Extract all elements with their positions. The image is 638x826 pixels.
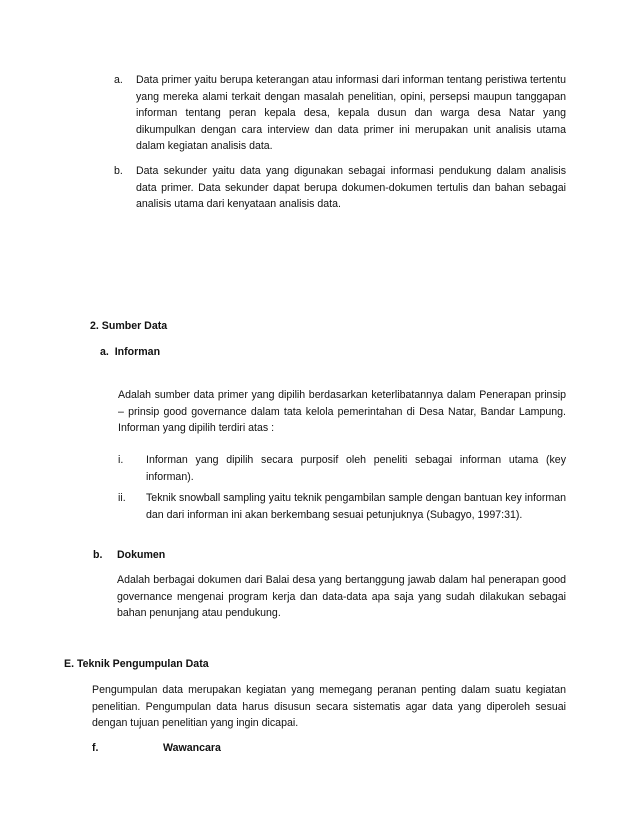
list-marker: b. (114, 165, 123, 177)
list-item-text: Teknik snowball sampling yaitu teknik pengambilan sample dengan bantuan key informan dan dari informan ini akan berkembang sesuai petunjuknya (Subagyo, 1997:31). (146, 492, 566, 521)
list-item-text: Informan yang dipilih secara purposif oleh peneliti sebagai informan utama (key informan). (146, 454, 566, 483)
wawancara-marker: f. (92, 742, 99, 754)
list-marker: a. (114, 74, 123, 86)
list-item-data-primer (114, 72, 566, 155)
list-marker: ii. (118, 492, 126, 504)
informan-paragraph: Adalah sumber data primer yang dipilih berdasarkan keterlibatannya dalam Penerapan prinsip – prinsip good governance dalam tata kelola pemerintahan di Desa Natar, Bandar Lampung. Informan yang dipilih terdiri atas : (118, 389, 566, 434)
list-marker: i. (118, 454, 124, 466)
dokumen-paragraph: Adalah berbagai dokumen dari Balai desa yang bertanggung jawab dalam hal penerapan good governance mengenai program kerja dan data-data apa saja yang sudah dilakukan sebagai bahan penunjang atau pendukung. (117, 574, 566, 619)
wawancara-heading: Wawancara (163, 742, 221, 754)
teknik-paragraph: Pengumpulan data merupakan kegiatan yang memegang peranan penting dalam suatu kegiatan penelitian. Pengumpulan data harus disusun secara sistematis agar data yang diperoleh sesuai dengan tujuan penelitian yang ingin dicapai. (92, 684, 566, 729)
subsection-heading-informan: a. Informan (100, 346, 161, 358)
list-item-informan-i (118, 452, 566, 485)
dokumen-heading: Dokumen (117, 549, 166, 561)
list-item-data-sekunder (114, 163, 566, 213)
dokumen-marker: b. (93, 549, 103, 561)
section-heading-sumber-data: 2. Sumber Data (90, 320, 168, 332)
list-item-text: Data sekunder yaitu data yang digunakan sebagai informasi pendukung dalam analisis data primer. Data sekunder dapat berupa dokumen-dokumen tertulis dan bahan sebagai analisis utama dari kenyataan analisis data. (136, 165, 566, 210)
list-item-informan-ii (118, 490, 566, 523)
list-item-text: Data primer yaitu berupa keterangan atau informasi dari informan tentang peristiwa tertentu yang mereka alami terkait dengan masalah penelitian, opini, persepsi maupun tanggapan informan tentang peran kepala desa, kepala dusun dan warga desa Natar yang dikumpulkan dengan cara interview dan data primer ini merupakan unit analisis utama dalam kegiatan analisis data. (136, 74, 566, 152)
section-heading-teknik-pengumpulan-data: E. Teknik Pengumpulan Data (64, 658, 209, 670)
